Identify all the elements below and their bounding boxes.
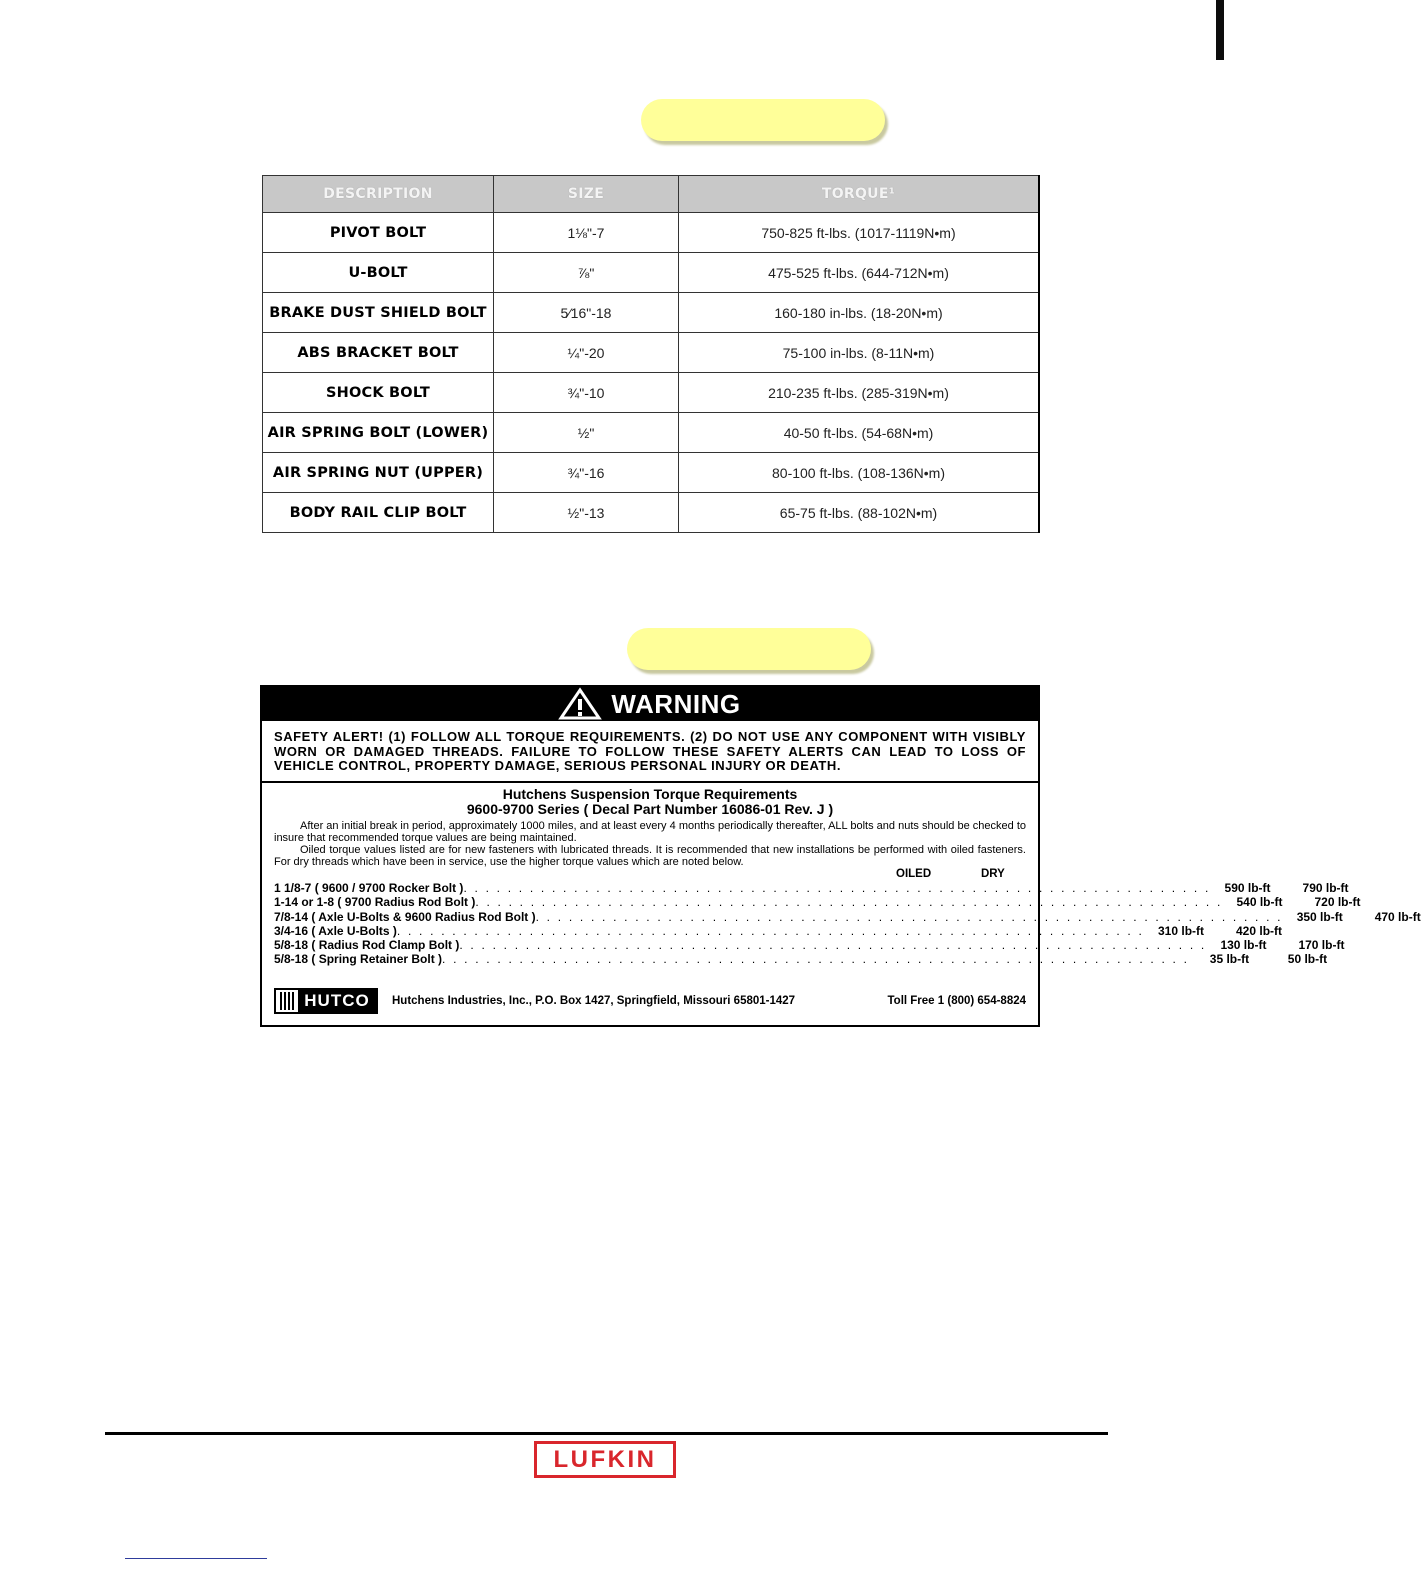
warning-header [262, 687, 1038, 721]
cell-size: ⅞" [494, 253, 679, 293]
decal-row-label: 5/8-18 ( Spring Retainer Bolt ) [274, 952, 443, 967]
cell-description: PIVOT BOLT [263, 213, 494, 253]
lufkin-logo [534, 1441, 676, 1478]
decal-row-oiled: 590 lb-ft [1224, 881, 1271, 895]
decal-subheading: 9600-9700 Series ( Decal Part Number 16086-01 Rev. J ) [466, 801, 834, 817]
hutchens-logo-text: HUTCO [298, 990, 376, 1012]
table-row [263, 413, 1040, 453]
table-row [263, 453, 1040, 493]
decal-row-leader: . . . . . . . . . . . . . . . . . . . . . . . . . . . . . . . . . . . . . . . . . . . . . . . . . . . . . . . . . . . . . . . . . . . . [396, 923, 1145, 938]
warning-title: WARNING [611, 688, 741, 719]
safety-alert-text: SAFETY ALERT! (1) FOLLOW ALL TORQUE REQUIREMENTS. (2) DO NOT USE ANY COMPONENT WITH VISIBLY WORN OR DAMAGED THREADS. FAILURE TO FOLLOW THESE SAFETY ALERTS CAN LEAD TO LOSS OF VEHICLE CONTROL, PROPERTY DAMAGE, SERIOUS PERSONAL INJURY OR DEATH. [262, 721, 1038, 783]
decal-torque-row [274, 909, 1421, 924]
col-oiled: OILED [896, 868, 932, 880]
decal-row-oiled: 310 lb-ft [1158, 923, 1205, 938]
decal-row-dry: 720 lb-ft [1314, 895, 1361, 910]
cell-torque: 80-100 ft-lbs. (108-136N•m) [679, 453, 1040, 493]
cell-description: BODY RAIL CLIP BOLT [263, 493, 494, 533]
cell-size: ¼"-20 [494, 333, 679, 373]
decal-row-leader: . . . . . . . . . . . . . . . . . . . . . . . . . . . . . . . . . . . . . . . . . . . . . . . . . . . . . . . . . . . . . . . . . . . . [442, 952, 1190, 967]
cell-torque: 160-180 in-lbs. (18-20N•m) [679, 293, 1040, 333]
decal-row-dry: 170 lb-ft [1298, 938, 1345, 953]
cell-size: ½" [494, 413, 679, 453]
decal-paragraph-1: After an initial break in period, approximately 1000 miles, and at least every 4 months periodically thereafter, ALL bolts and nuts should be checked to insure that recommended torque values are being maintained. [274, 820, 1026, 844]
lufkin-logo-text: LUFKIN [553, 1445, 657, 1473]
footer-rule [105, 1432, 1108, 1435]
highlight-pill-bottom [627, 628, 871, 670]
decal-column-headers [274, 868, 1026, 881]
table-row [263, 213, 1040, 253]
company-address: Hutchens Industries, Inc., P.O. Box 1427, Springfield, Missouri 65801-1427 [392, 995, 796, 1007]
decal-row-dry: 50 lb-ft [1287, 952, 1328, 967]
cell-description: SHOCK BOLT [263, 373, 494, 413]
cell-size: ¾"-16 [494, 453, 679, 493]
decal-row-label: 1 1/8-7 ( 9600 / 9700 Rocker Bolt ) [274, 881, 464, 895]
decal-row-oiled: 130 lb-ft [1220, 938, 1267, 953]
table-row [263, 293, 1040, 333]
decal-body [262, 783, 1421, 967]
warning-decal [260, 685, 1421, 1027]
decal-torque-row [274, 938, 1345, 953]
cell-torque: 750-825 ft-lbs. (1017-1119N•m) [679, 213, 1040, 253]
table-row [263, 373, 1040, 413]
cell-torque: 40-50 ft-lbs. (54-68N•m) [679, 413, 1040, 453]
cell-torque: 65-75 ft-lbs. (88-102N•m) [679, 493, 1040, 533]
table-row [263, 493, 1040, 533]
decal-row-dry: 790 lb-ft [1302, 881, 1349, 895]
cell-torque: 475-525 ft-lbs. (644-712N•m) [679, 253, 1040, 293]
decal-torque-row [274, 895, 1361, 910]
decal-row-oiled: 35 lb-ft [1209, 952, 1250, 967]
decal-footer [274, 987, 1026, 1015]
cell-description: AIR SPRING BOLT (LOWER) [263, 413, 494, 453]
table-header-row [263, 176, 1040, 213]
col-dry: DRY [981, 868, 1005, 880]
decal-row-dry: 420 lb-ft [1236, 923, 1283, 938]
warning-triangle-icon [559, 688, 601, 720]
decal-row-leader: . . . . . . . . . . . . . . . . . . . . . . . . . . . . . . . . . . . . . . . . . . . . . . . . . . . . . . . . . . . . . . . . . . . . [463, 881, 1211, 895]
barcode-icon [280, 992, 294, 1010]
table-row [263, 253, 1040, 293]
decal-row-label: 7/8-14 ( Axle U-Bolts & 9600 Radius Rod Bolt ) [274, 909, 536, 924]
torque-table [262, 175, 1040, 533]
decal-row-leader: . . . . . . . . . . . . . . . . . . . . . . . . . . . . . . . . . . . . . . . . . . . . . . . . . . . . . . . . . . . . . . . . . . . . [459, 938, 1207, 953]
cell-size: 5⁄16"-18 [494, 293, 679, 333]
decal-row-leader: . . . . . . . . . . . . . . . . . . . . . . . . . . . . . . . . . . . . . . . . . . . . . . . . . . . . . . . . . . . . . . . . . . . . [475, 895, 1223, 910]
decal-torque-row [274, 881, 1349, 895]
decal-row-dry: 470 lb-ft [1374, 909, 1421, 924]
hutchens-logo [274, 988, 378, 1014]
decal-row-oiled: 540 lb-ft [1236, 895, 1283, 910]
cell-torque: 210-235 ft-lbs. (285-319N•m) [679, 373, 1040, 413]
cell-description: ABS BRACKET BOLT [263, 333, 494, 373]
table-row [263, 333, 1040, 373]
header-torque: TORQUE¹ [679, 176, 1040, 213]
cell-description: U-BOLT [263, 253, 494, 293]
decal-row-label: 1-14 or 1-8 ( 9700 Radius Rod Bolt ) [274, 895, 476, 910]
highlight-pill-top [641, 99, 885, 141]
decal-paragraph-2: Oiled torque values listed are for new fasteners with lubricated threads. It is recommended that new installations be performed with oiled fasteners. For dry threads which have been in service, use the higher torque values which are noted below. [274, 844, 1026, 868]
cell-size: ½"-13 [494, 493, 679, 533]
decal-torque-row [274, 923, 1283, 938]
decal-torque-list [274, 881, 1421, 967]
decal-row-leader: . . . . . . . . . . . . . . . . . . . . . . . . . . . . . . . . . . . . . . . . . . . . . . . . . . . . . . . . . . . . . . . . . . . . [535, 909, 1283, 924]
footer-link-underline [125, 1558, 267, 1559]
decal-row-oiled: 350 lb-ft [1296, 909, 1343, 924]
cell-torque: 75-100 in-lbs. (8-11N•m) [679, 333, 1040, 373]
cell-size: 1⅛"-7 [494, 213, 679, 253]
decal-row-label: 3/4-16 ( Axle U-Bolts ) [274, 923, 397, 938]
cell-description: BRAKE DUST SHIELD BOLT [263, 293, 494, 333]
decal-torque-row [274, 952, 1328, 967]
cell-description: AIR SPRING NUT (UPPER) [263, 453, 494, 493]
page-edge-bar [1216, 0, 1224, 60]
decal-row-label: 5/8-18 ( Radius Rod Clamp Bolt ) [274, 938, 460, 953]
toll-free-number: Toll Free 1 (800) 654-8824 [887, 995, 1026, 1007]
cell-size: ¾"-10 [494, 373, 679, 413]
header-description: DESCRIPTION [263, 176, 494, 213]
header-size: SIZE [494, 176, 679, 213]
decal-heading: Hutchens Suspension Torque Requirements [502, 786, 798, 802]
